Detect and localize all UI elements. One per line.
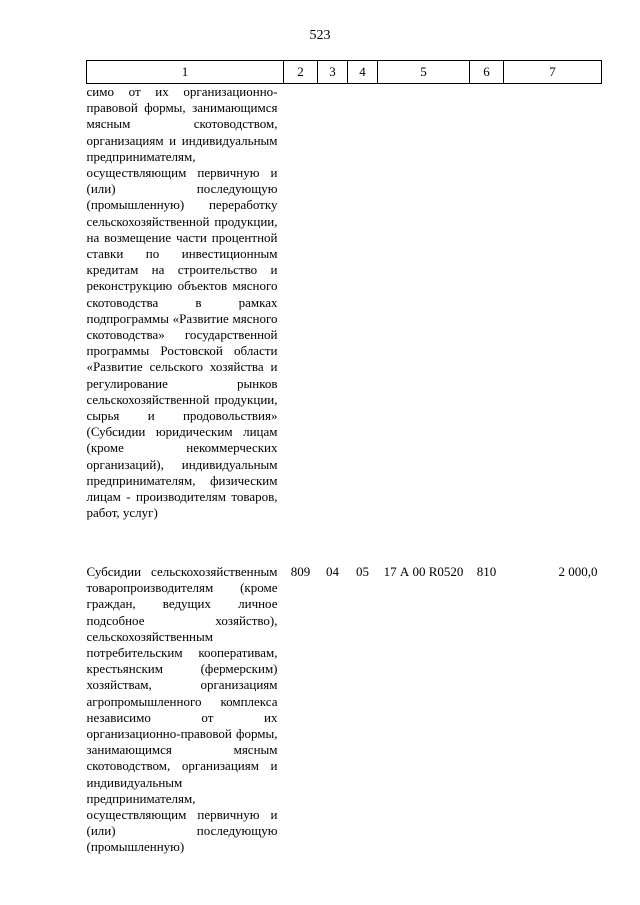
header-col-2: 2 — [284, 61, 318, 84]
header-row — [87, 61, 602, 84]
cell-ministry — [284, 84, 318, 555]
row-description — [87, 554, 284, 856]
page-number: 523 — [309, 28, 331, 43]
cell-subsection — [348, 84, 378, 555]
cell-target-article: 17 А 00 R0520 — [383, 564, 464, 579]
header-col-6: 6 — [470, 61, 504, 84]
cell-expense-type — [470, 84, 504, 555]
cell-section — [318, 84, 348, 555]
cell-expense-type: 810 — [476, 564, 497, 579]
cell-amount — [504, 84, 602, 555]
table-row — [87, 84, 602, 555]
header-col-3: 3 — [318, 61, 348, 84]
description-text: Субсидии сельскохозяйственным товаропроизводителям (кроме граждан, ведущих личное подсобное хозяйство), сельскохозяйственным потребительским кооперативам, крестьянским (фермерским) хозяйствам, организациям агропромышленного комплекса независимо от их организационно-правовой формы, занимающимся мясным скотоводством, организациям и индивидуальным предпринимателям, осуществляющим первичную и (или) последующую (промышленную) — [86, 564, 278, 855]
cell-target-article — [378, 84, 470, 555]
description-text: симо от их организационно-правовой формы, занимающимся мясным скотоводством, организациям и индивидуальным предпринимателям, осуществляющим первичную и (или) последующую (промышленную) переработку сельскохозяйственной продукции, на возмещение части процентной ставки по инвестиционным кредитам на строительство и реконструкцию объектов мясного скотоводства в рамках подпрограммы «Развитие мясного скотоводства» государственной программы Ростовской области «Развитие сельского хозяйства и регулирование рынков сельскохозяйственной продукции, сырья и продовольствия» (Субсидии юридическим лицам (кроме некоммерческих организаций), индивидуальным предпринимателям, физическим лицам - производителям товаров, работ, услуг) — [86, 84, 278, 521]
cell-amount: 2 000,0 — [558, 564, 598, 579]
header-col-1: 1 — [87, 61, 284, 84]
cell-subsection: 05 — [356, 564, 369, 579]
header-col-4: 4 — [348, 61, 378, 84]
table-row — [87, 554, 602, 856]
row-description — [87, 84, 284, 555]
budget-table — [86, 60, 602, 856]
cell-section: 04 — [326, 564, 339, 579]
header-col-5: 5 — [378, 61, 470, 84]
header-col-7: 7 — [504, 61, 602, 84]
cell-ministry: 809 — [290, 564, 311, 579]
